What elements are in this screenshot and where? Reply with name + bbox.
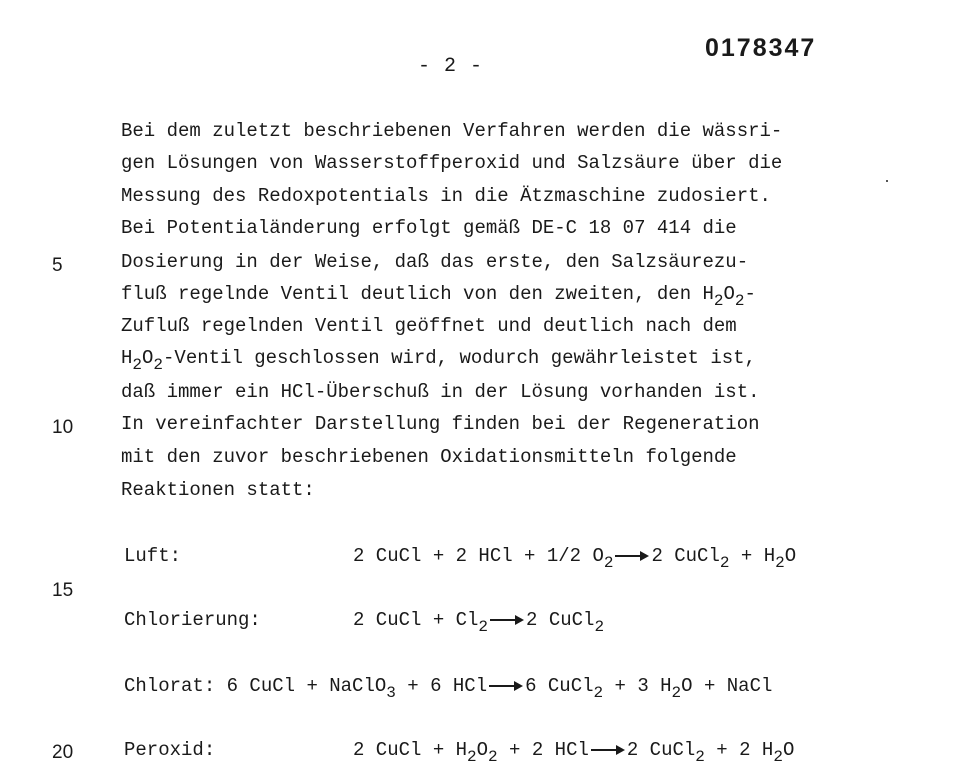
line-number-20: 20 <box>52 742 74 763</box>
paragraph-line-2: gen Lösungen von Wasserstoffperoxid und Salzsäure über die <box>121 152 783 174</box>
reaction-arrow-icon <box>591 744 625 756</box>
reaction-equation-peroxid: 2 CuCl + $H_2O_2 + 2$ HCl 2 CuCl$_2$ + 2 $H_2O$ <box>353 739 795 766</box>
reaction-arrow-icon <box>615 550 649 562</box>
paragraph-line-9: daß immer ein HCl-Überschuß in der Lösung vorhanden ist. <box>121 381 760 403</box>
reaction-equation-chlorierung: 2 CuCl + $Cl_2$ 2 CuCl$_2$ <box>353 609 605 636</box>
paragraph-line-5: Dosierung in der Weise, daß das erste, den Salzsäurezu- <box>121 251 749 273</box>
reaction-label-luft: Luft: <box>124 545 182 567</box>
reaction-arrow-icon <box>489 680 523 692</box>
paragraph-line-3: Messung des Redoxpotentials in die Ätzmaschine zudosiert. <box>121 185 771 207</box>
paragraph-line-8: $H_2O_2$-Ventil geschlossen wird, wodurch gewährleistet ist, <box>121 347 756 374</box>
paragraph-line-4: Bei Potentialänderung erfolgt gemäß DE-C 18 07 414 die <box>121 217 737 239</box>
line-number-10: 10 <box>52 417 74 438</box>
paragraph-line-10: In vereinfachter Darstellung finden bei der Regeneration <box>121 413 760 435</box>
paragraph-line-1: Bei dem zuletzt beschriebenen Verfahren werden die wässri- <box>121 120 783 142</box>
reaction-label-chlorat: Chlorat: <box>124 675 216 697</box>
paragraph-line-11: mit den zuvor beschriebenen Oxidationsmitteln folgende <box>121 446 737 468</box>
scan-speck <box>886 180 888 182</box>
page-number: - 2 - <box>418 55 484 78</box>
paragraph-line-6: fluß regelnde Ventil deutlich von den zweiten, den $H_2O_2-$ <box>121 283 756 310</box>
reaction-label-peroxid: Peroxid: <box>124 739 216 761</box>
reaction-label-chlorierung: Chlorierung: <box>124 609 261 631</box>
paragraph-line-7: Zufluß regelnden Ventil geöffnet und deutlich nach dem <box>121 315 737 337</box>
line-number-15: 15 <box>52 580 74 601</box>
reaction-equation-chlorat: Chlorat: 6 CuCl + NaClO$_3$ + 6 HCl 6 CuCl$_2$ + 3 $H_2O$ + NaCl <box>124 675 773 702</box>
line-number-5: 5 <box>52 255 63 276</box>
paragraph-line-12: Reaktionen statt: <box>121 479 315 501</box>
document-number: 0178347 <box>705 34 817 62</box>
reaction-equation-luft: 2 CuCl + 2 HCl + 1/2 $O_2$ 2 CuCl$_2$ + $H_2O$ <box>353 545 797 572</box>
reaction-arrow-icon <box>490 614 524 626</box>
